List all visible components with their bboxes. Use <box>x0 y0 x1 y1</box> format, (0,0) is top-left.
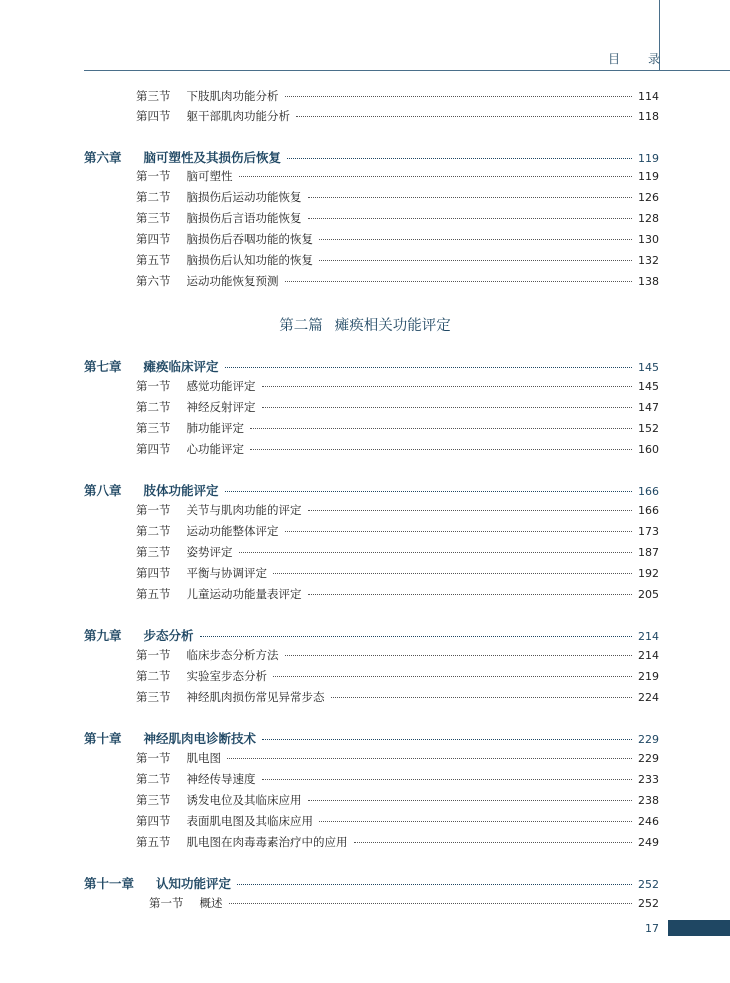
page-reference: 145 <box>638 361 659 374</box>
section-number: 第一节 <box>136 648 171 662</box>
dot-leader <box>239 176 633 177</box>
page-reference: 192 <box>638 567 659 580</box>
page-reference: 173 <box>638 525 659 538</box>
page-reference: 224 <box>638 691 659 704</box>
section-title: 脑损伤后认知功能的恢复 <box>186 253 313 267</box>
toc-section-entry[interactable] <box>136 689 659 705</box>
dot-leader <box>225 491 632 492</box>
toc-chapter-entry[interactable] <box>84 874 659 892</box>
section-title: 神经肌肉损伤常见异常步态 <box>186 690 325 704</box>
page-reference: 119 <box>638 170 659 183</box>
page-reference: 128 <box>638 212 659 225</box>
toc-section-entry[interactable] <box>136 399 659 415</box>
section-title: 关节与肌肉功能的评定 <box>186 503 302 517</box>
toc-section-entry[interactable] <box>136 420 659 436</box>
section-number: 第三节 <box>136 211 171 225</box>
dot-leader <box>262 407 633 408</box>
toc-section-entry[interactable] <box>136 88 659 104</box>
section-title: 神经反射评定 <box>186 400 256 414</box>
page-reference: 252 <box>638 878 659 891</box>
toc-section-entry[interactable] <box>149 895 659 911</box>
page-reference: 132 <box>638 254 659 267</box>
section-number: 第六节 <box>136 274 171 288</box>
section-title: 平衡与协调评定 <box>186 566 267 580</box>
dot-leader <box>285 96 633 97</box>
page-reference: 126 <box>638 191 659 204</box>
page-reference: 160 <box>638 443 659 456</box>
dot-leader <box>319 260 632 261</box>
section-title: 实验室步态分析 <box>186 669 267 683</box>
section-title: 脑损伤后言语功能恢复 <box>186 211 302 225</box>
toc-section-entry[interactable] <box>136 792 659 808</box>
toc-section-entry[interactable] <box>136 273 659 289</box>
section-number: 第一节 <box>136 503 171 517</box>
toc-section-entry[interactable] <box>136 668 659 684</box>
page-reference: 187 <box>638 546 659 559</box>
section-number: 第一节 <box>136 169 171 183</box>
toc-section-entry[interactable] <box>136 189 659 205</box>
toc-section-entry[interactable] <box>136 771 659 787</box>
page-reference: 147 <box>638 401 659 414</box>
dot-leader <box>262 779 633 780</box>
toc-chapter-entry[interactable] <box>84 481 659 499</box>
page-reference: 152 <box>638 422 659 435</box>
dot-leader <box>273 676 632 677</box>
section-title: 诱发电位及其临床应用 <box>186 793 302 807</box>
toc-section-entry[interactable] <box>136 210 659 226</box>
page-reference: 166 <box>638 504 659 517</box>
dot-leader <box>227 758 632 759</box>
toc-section-entry[interactable] <box>136 544 659 560</box>
chapter-number: 第十一章 <box>84 876 135 891</box>
section-number: 第一节 <box>136 379 171 393</box>
dot-leader <box>354 842 633 843</box>
section-number: 第三节 <box>136 793 171 807</box>
toc-section-entry[interactable] <box>136 252 659 268</box>
section-number: 第五节 <box>136 835 171 849</box>
toc-section-entry[interactable] <box>136 647 659 663</box>
page-reference: 166 <box>638 485 659 498</box>
section-title: 脑损伤后吞咽功能的恢复 <box>186 232 313 246</box>
dot-leader <box>225 367 632 368</box>
toc-section-entry[interactable] <box>136 168 659 184</box>
section-number: 第二节 <box>136 772 171 786</box>
dot-leader <box>237 884 632 885</box>
dot-leader <box>250 428 632 429</box>
section-number: 第二节 <box>136 669 171 683</box>
section-number: 第二节 <box>136 190 171 204</box>
page-reference: 246 <box>638 815 659 828</box>
toc-section-entry[interactable] <box>136 750 659 766</box>
chapter-title: 脑可塑性及其损伤后恢复 <box>143 150 282 165</box>
page-number: 17 <box>645 922 659 935</box>
toc-section-entry[interactable] <box>136 834 659 850</box>
dot-leader <box>285 281 633 282</box>
chapter-number: 第十章 <box>84 731 122 746</box>
chapter-title: 肢体功能评定 <box>143 483 219 498</box>
section-number: 第二节 <box>136 400 171 414</box>
dot-leader <box>308 197 633 198</box>
section-title: 表面肌电图及其临床应用 <box>186 814 313 828</box>
chapter-title: 瘫痪临床评定 <box>143 359 219 374</box>
section-title: 肺功能评定 <box>186 421 244 435</box>
page-reference: 219 <box>638 670 659 683</box>
dot-leader <box>229 903 633 904</box>
toc-chapter-entry[interactable] <box>84 148 659 166</box>
section-number: 第四节 <box>136 109 171 123</box>
page-reference: 214 <box>638 630 659 643</box>
section-title: 心功能评定 <box>186 442 244 456</box>
dot-leader <box>296 116 632 117</box>
page-reference: 229 <box>638 733 659 746</box>
section-title: 肌电图 <box>186 751 221 765</box>
dot-leader <box>287 158 632 159</box>
page-reference: 205 <box>638 588 659 601</box>
section-number: 第五节 <box>136 253 171 267</box>
dot-leader <box>308 594 633 595</box>
page-reference: 214 <box>638 649 659 662</box>
chapter-number: 第八章 <box>84 483 122 498</box>
section-number: 第三节 <box>136 89 171 103</box>
page-reference: 145 <box>638 380 659 393</box>
section-title: 临床步态分析方法 <box>186 648 279 662</box>
page-reference: 130 <box>638 233 659 246</box>
toc-section-entry[interactable] <box>136 813 659 829</box>
dot-leader <box>285 655 633 656</box>
page-reference: 252 <box>638 897 659 910</box>
part-label: 第二篇 <box>279 318 323 334</box>
toc-chapter-entry[interactable] <box>84 357 659 375</box>
chapter-number: 第九章 <box>84 628 122 643</box>
page-reference: 229 <box>638 752 659 765</box>
section-number: 第四节 <box>136 442 171 456</box>
section-title: 感觉功能评定 <box>186 379 256 393</box>
dot-leader <box>331 697 633 698</box>
page-reference: 249 <box>638 836 659 849</box>
section-title: 儿童运动功能量表评定 <box>186 587 302 601</box>
section-number: 第一节 <box>149 896 184 910</box>
toc-section-entry[interactable] <box>136 502 659 518</box>
header-rule <box>84 70 730 71</box>
toc-chapter-entry[interactable] <box>84 626 659 644</box>
part-heading <box>0 314 730 335</box>
dot-leader <box>262 386 633 387</box>
dot-leader <box>308 218 633 219</box>
chapter-number: 第六章 <box>84 150 122 165</box>
section-number: 第四节 <box>136 566 171 580</box>
toc-chapter-entry[interactable] <box>84 729 659 747</box>
section-number: 第四节 <box>136 814 171 828</box>
section-number: 第三节 <box>136 421 171 435</box>
section-number: 第一节 <box>136 751 171 765</box>
chapter-title: 认知功能评定 <box>156 876 232 891</box>
section-title: 姿势评定 <box>186 545 233 559</box>
dot-leader <box>250 449 632 450</box>
dot-leader <box>285 531 633 532</box>
toc-section-entry[interactable] <box>136 565 659 581</box>
dot-leader <box>239 552 633 553</box>
section-number: 第三节 <box>136 545 171 559</box>
footer-color-bar <box>668 920 730 936</box>
toc-section-entry[interactable] <box>136 108 659 124</box>
section-title: 运动功能整体评定 <box>186 524 279 538</box>
dot-leader <box>308 510 633 511</box>
page-reference: 119 <box>638 152 659 165</box>
toc-section-entry[interactable] <box>136 441 659 457</box>
section-title: 脑可塑性 <box>186 169 233 183</box>
section-title: 运动功能恢复预测 <box>186 274 279 288</box>
toc-section-entry[interactable] <box>136 231 659 247</box>
running-header-title: 目录 <box>608 52 689 66</box>
chapter-number: 第七章 <box>84 359 122 374</box>
page-reference: 138 <box>638 275 659 288</box>
toc-section-entry[interactable] <box>136 523 659 539</box>
section-number: 第二节 <box>136 524 171 538</box>
page-reference: 238 <box>638 794 659 807</box>
dot-leader <box>319 821 632 822</box>
dot-leader <box>262 739 632 740</box>
dot-leader <box>308 800 633 801</box>
dot-leader <box>319 239 632 240</box>
chapter-title: 神经肌肉电诊断技术 <box>143 731 257 746</box>
section-title: 神经传导速度 <box>186 772 256 786</box>
page-reference: 118 <box>638 110 659 123</box>
chapter-title: 步态分析 <box>143 628 194 643</box>
section-number: 第五节 <box>136 587 171 601</box>
section-title: 躯干部肌肉功能分析 <box>186 109 290 123</box>
section-title: 脑损伤后运动功能恢复 <box>186 190 302 204</box>
section-number: 第三节 <box>136 690 171 704</box>
section-title: 下肢肌肉功能分析 <box>186 89 279 103</box>
section-title: 肌电图在肉毒毒素治疗中的应用 <box>186 835 348 849</box>
page-reference: 233 <box>638 773 659 786</box>
part-title: 瘫痪相关功能评定 <box>334 318 451 334</box>
dot-leader <box>200 636 632 637</box>
section-title: 概述 <box>199 896 223 910</box>
toc-section-entry[interactable] <box>136 586 659 602</box>
section-number: 第四节 <box>136 232 171 246</box>
page-reference: 114 <box>638 90 659 103</box>
dot-leader <box>273 573 632 574</box>
toc-section-entry[interactable] <box>136 378 659 394</box>
